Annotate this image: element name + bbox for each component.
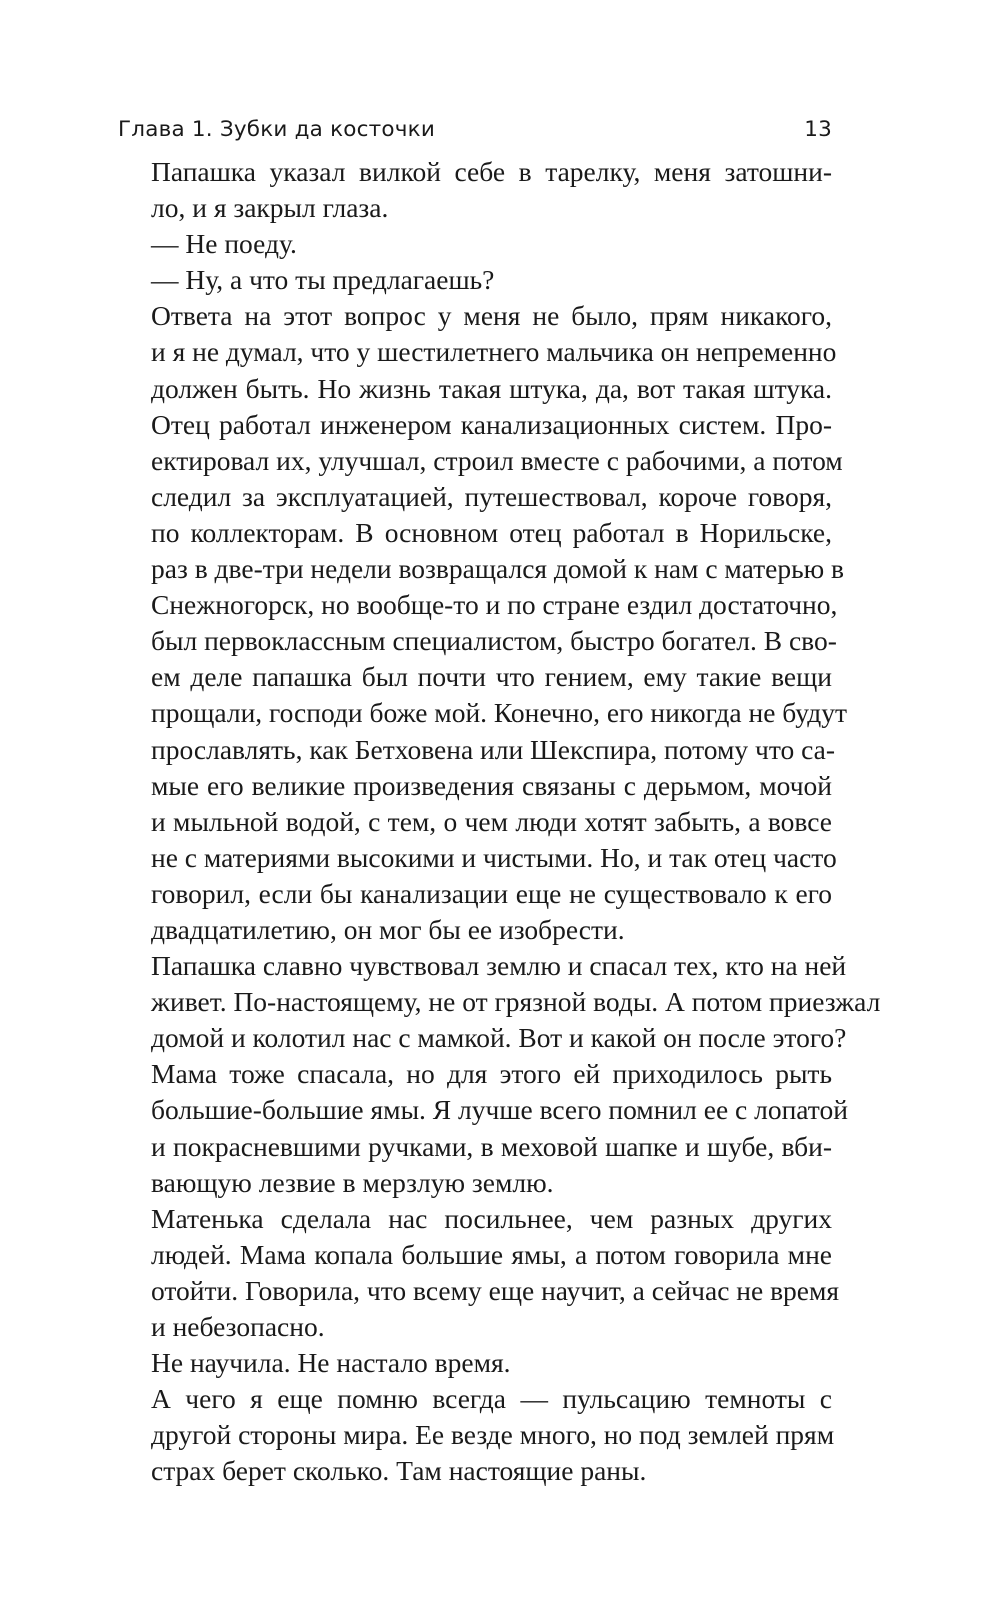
- text-line: был первоклассным специалистом, быстро богател. В сво-: [151, 625, 837, 657]
- page-number: 13: [804, 117, 832, 142]
- text-line: отойти. Говорила, что всему еще научит, а сейчас не время: [151, 1274, 840, 1306]
- text-line: Снежногорск, но вообще-то и по стране ездил достаточно,: [151, 589, 838, 621]
- paragraph: [118, 1201, 840, 1345]
- text-line: домой и колотил нас с мамкой. Вот и какой он после этого?: [151, 1022, 847, 1054]
- paragraph: [118, 1381, 835, 1489]
- text-line: прославлять, как Бетховена или Шекспира, потому что са-: [151, 733, 836, 765]
- text-line: ектировал их, улучшал, строил вместе с рабочими, а потом: [151, 444, 843, 476]
- text-line: живет. По-настоящему, не от грязной воды. А потом приезжал: [151, 986, 881, 1018]
- text-line: Не научила. Не настало время.: [151, 1347, 511, 1379]
- text-line: следил за эксплуатацией, путешествовал, короче говоря,: [151, 480, 832, 512]
- text-line: по коллекторам. В основном отец работал в Норильске,: [151, 516, 832, 548]
- paragraph: [118, 226, 832, 262]
- paragraph: [118, 1056, 848, 1200]
- text-line: ло, и я закрыл глаза.: [151, 192, 389, 224]
- text-line: Папашка указал вилкой себе в тарелку, меня затошни-: [151, 156, 832, 187]
- text-line: должен быть. Но жизнь такая штука, да, вот такая штука.: [151, 372, 832, 404]
- paragraph: [118, 1345, 832, 1381]
- chapter-title: Глава 1. Зубки да косточки: [118, 117, 435, 142]
- text-line: прощали, господи боже мой. Конечно, его никогда не будут: [151, 697, 847, 729]
- text-line: Ответа на этот вопрос у меня не было, прям никакого,: [151, 300, 832, 332]
- text-line: Матенька сделала нас посильнее, чем разных других: [151, 1202, 832, 1234]
- text-line: и небезопасно.: [151, 1311, 325, 1342]
- text-line: вающую лезвие в мерзлую землю.: [151, 1166, 554, 1198]
- text-line: и я не думал, что у шестилетнего мальчика он непременно: [151, 336, 837, 368]
- text-line: — Ну, а что ты предлагаешь?: [151, 264, 495, 296]
- text-line: раз в две-три недели возвращался домой к нам с матерью в: [151, 553, 845, 585]
- text-line: и мыльной водой, с тем, о чем люди хотят забыть, а вовсе: [151, 805, 832, 837]
- text-line: большие-большие ямы. Я лучше всего помнил ее с лопатой: [151, 1094, 848, 1126]
- text-line: Отец работал инженером канализационных систем. Про-: [151, 408, 832, 440]
- text-line: двадцатилетию, он мог бы ее изобрести.: [151, 913, 625, 945]
- text-line: говорил, если бы канализации еще не существовало к его: [151, 877, 832, 909]
- text-line: мые его великие произведения связаны с дерьмом, мочой: [151, 769, 832, 801]
- text-line: не с материями высокими и чистыми. Но, и так отец часто: [151, 841, 837, 873]
- paragraph: [118, 154, 832, 226]
- text-line: и покрасневшими ручками, в меховой шапке и шубе, вби-: [151, 1130, 832, 1162]
- running-head: [118, 108, 832, 152]
- text-line: А чего я еще помню всегда — пульсацию темноты с: [151, 1383, 832, 1415]
- text-line: ем деле папашка был почти что гением, ему такие вещи: [151, 661, 832, 693]
- text-line: страх берет сколько. Там настоящие раны.: [151, 1455, 647, 1487]
- text-line: людей. Мама копала большие ямы, а потом говорила мне: [151, 1238, 832, 1270]
- paragraph: [118, 298, 847, 948]
- paragraph: [118, 262, 832, 298]
- paragraph: [118, 948, 881, 1056]
- text-line: Мама тоже спасала, но для этого ей приходилось рыть: [151, 1058, 832, 1090]
- book-page: [118, 108, 881, 1489]
- text-line: другой стороны мира. Ее везде много, но под землей прям: [151, 1419, 835, 1451]
- text-line: — Не поеду.: [151, 228, 297, 260]
- body-text: [118, 154, 881, 1489]
- text-line: Папашка славно чувствовал землю и спасал тех, кто на ней: [151, 950, 847, 982]
